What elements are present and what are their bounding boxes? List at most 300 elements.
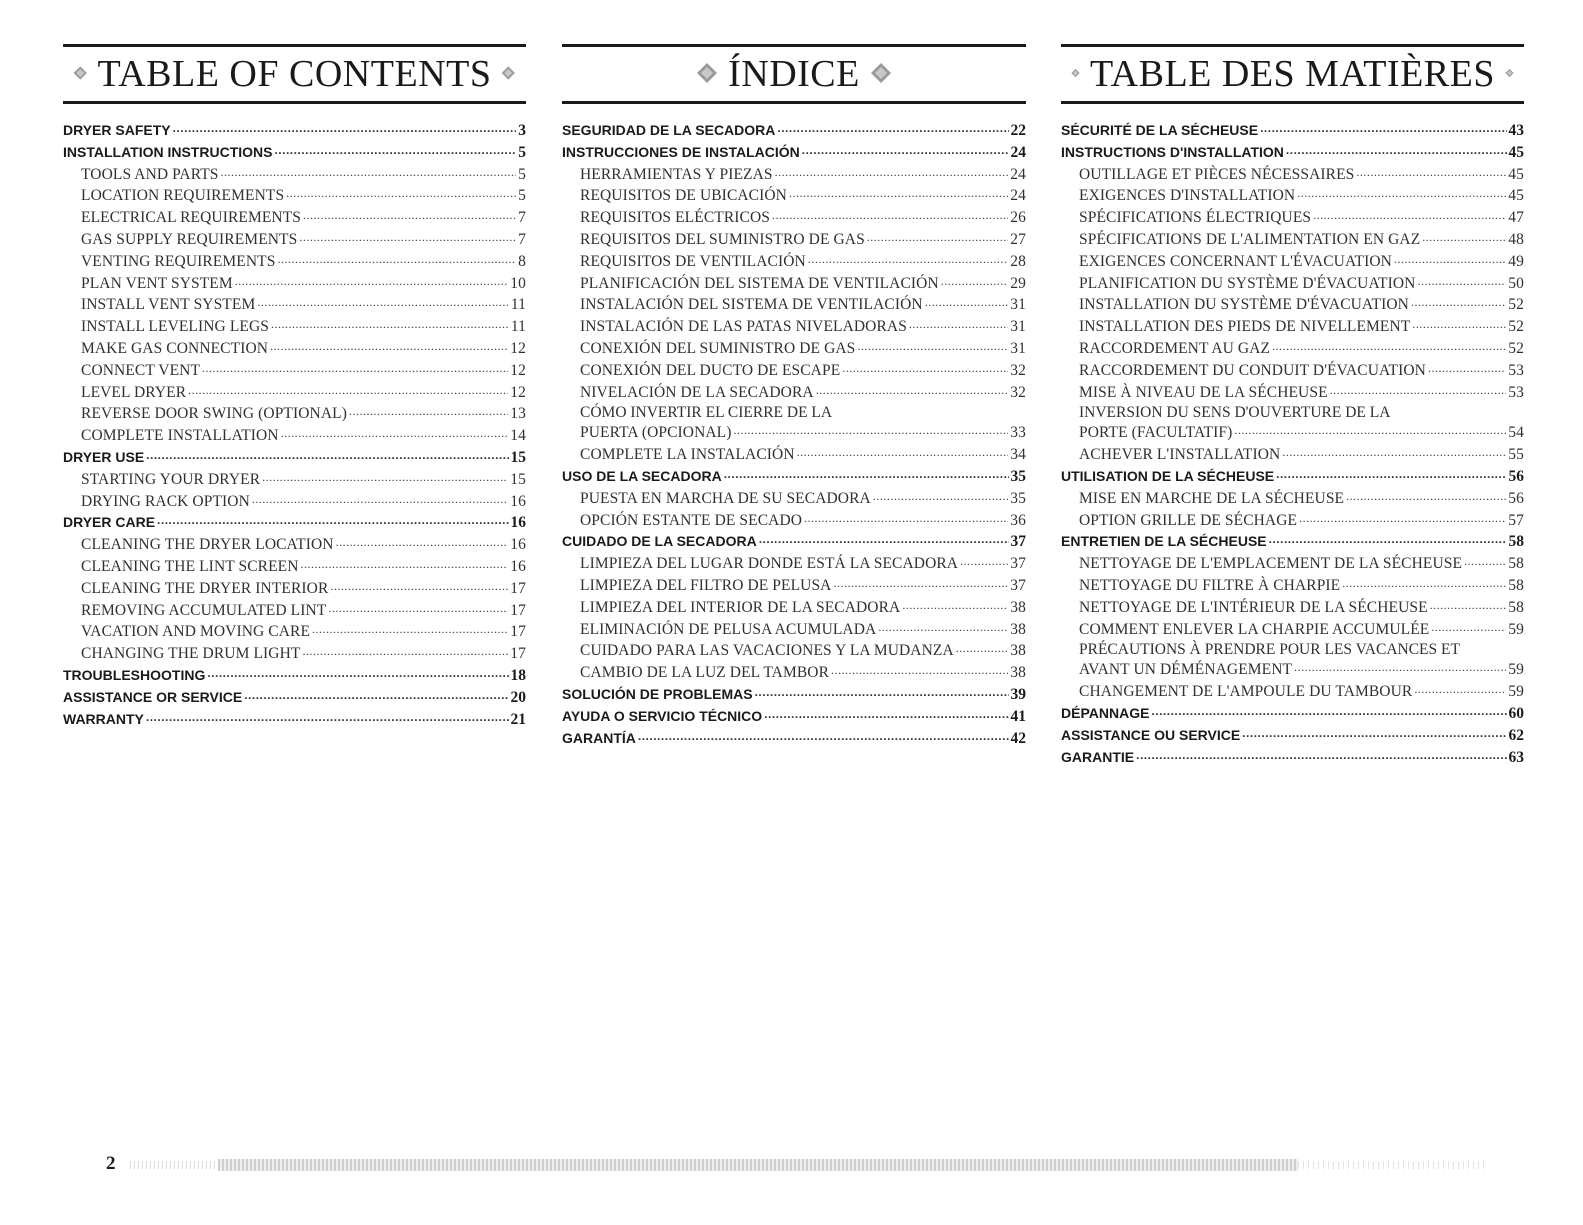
toc-page-number: 32 [1010,383,1026,401]
toc-entry-label: LIMPIEZA DEL FILTRO DE PELUSA [580,576,832,594]
toc-page-number: 16 [510,514,526,532]
dot-leader [257,294,509,314]
toc-entry-label: WARRANTY [63,710,144,727]
toc-page-number: 34 [1010,446,1026,464]
toc-entry-label: LIMPIEZA DEL LUGAR DONDE ESTÁ LA SECADORA [580,555,959,573]
toc-entry-label: SPÉCIFICATIONS DE L'ALIMENTATION EN GAZ [1079,230,1421,248]
toc-entry-label: ACHEVER L'INSTALLATION [1079,446,1281,464]
toc-entry-label: ELECTRICAL REQUIREMENTS [81,209,302,227]
toc-subsection-entry[interactable] [63,403,526,425]
toc-subsection-entry[interactable] [63,316,526,338]
toc-page-number: 38 [1010,598,1026,616]
toc-entry-label: RACCORDEMENT DU CONDUIT D'ÉVACUATION [1079,361,1426,379]
toc-entry-label: AYUDA O SERVICIO TÉCNICO [562,707,763,724]
toc-page-number: 11 [510,296,526,314]
footer-band [218,1159,1298,1171]
dot-leader [312,621,508,641]
toc-subsection-entry[interactable] [562,207,1026,229]
toc-entry-label: AVANT UN DÉMÉNAGEMENT [1079,661,1293,679]
toc-section-entry[interactable] [63,142,526,164]
toc-list [562,120,1026,749]
toc-entry-label: CLEANING THE LINT SCREEN [81,557,299,575]
toc-page-number: 60 [1508,704,1524,722]
dot-leader [941,273,1009,293]
dot-leader [244,687,508,707]
toc-page-number: 55 [1508,446,1524,464]
toc-page-number: 33 [1010,424,1026,442]
dot-leader [1294,659,1506,679]
toc-page-number: 17 [510,601,526,619]
toc-entry-label: PUESTA EN MARCHA DE SU SECADORA [580,489,871,507]
toc-page-number: 56 [1508,467,1524,485]
dot-leader [252,491,508,511]
dot-leader [1464,553,1506,573]
dot-leader [1276,466,1506,486]
toc-page-number: 27 [1010,230,1026,248]
dot-leader [303,207,516,227]
dot-leader [328,600,508,620]
dot-leader [1234,422,1506,442]
toc-entry-label: TROUBLESHOOTING [63,666,206,683]
toc-subsection-entry[interactable] [1061,575,1524,597]
toc-subsection-entry[interactable] [1061,164,1524,186]
toc-entry-label: GAS SUPPLY REQUIREMENTS [81,230,298,248]
toc-page-number: 58 [1508,576,1524,594]
toc-page-number: 38 [1010,664,1026,682]
dot-leader [833,575,1008,595]
toc-entry-label: CHANGEMENT DE L'AMPOULE DU TAMBOUR [1079,683,1413,701]
dot-leader [336,534,509,554]
toc-page-number: 63 [1508,748,1524,766]
toc-subsection-entry[interactable] [63,491,526,513]
toc-entry-label: CUIDADO DE LA SECADORA [562,533,757,550]
toc-page-number: 17 [510,623,526,641]
toc-entry-label: INSTALL VENT SYSTEM [81,296,256,314]
toc-page-number: 45 [1508,165,1524,183]
dot-leader [221,164,517,184]
dot-leader [831,662,1008,682]
dot-leader [286,185,516,205]
toc-list [1061,120,1524,768]
toc-subsection-entry[interactable] [562,662,1026,684]
toc-column-spanish [562,44,1026,749]
toc-section-entry[interactable] [63,665,526,687]
toc-subsection-entry[interactable] [1061,316,1524,338]
toc-entry-label: RACCORDEMENT AU GAZ [1079,339,1271,357]
dot-leader [734,422,1009,442]
toc-subsection-entry[interactable] [562,251,1026,273]
dot-leader [1342,575,1506,595]
dot-leader [262,469,508,489]
toc-column-french [1061,44,1524,768]
toc-section-entry[interactable] [1061,466,1524,488]
toc-page-number: 35 [1010,489,1026,507]
toc-entry-label: CONEXIÓN DEL SUMINISTRO DE GAS [580,339,856,357]
diamond-icon [870,62,892,84]
toc-subsection-entry[interactable] [562,273,1026,295]
dot-leader [173,120,517,140]
toc-entry-label: NETTOYAGE DE L'INTÉRIEUR DE LA SÉCHEUSE [1079,598,1428,616]
toc-entry-label: GARANTÍA [562,729,636,746]
toc-page-number: 5 [518,165,526,183]
toc-entry-label: INSTALACIÓN DE LAS PATAS NIVELADORAS [580,318,907,336]
toc-page-number: 58 [1508,533,1524,551]
toc-page-number: 17 [510,579,526,597]
toc-entry-label: DRYER CARE [63,514,156,531]
section-heading [562,44,1026,104]
section-heading [1061,44,1524,104]
dot-leader [1242,725,1506,745]
toc-page-number: 12 [510,361,526,379]
dot-leader [1414,681,1506,701]
dot-leader [1272,338,1506,358]
toc-subsection-entry[interactable] [562,597,1026,619]
toc-entry-label: REMOVING ACCUMULATED LINT [81,601,327,619]
toc-entry-label: PORTE (FACULTATIF) [1079,424,1233,442]
toc-page-number: 52 [1508,339,1524,357]
toc-page-number: 58 [1508,598,1524,616]
toc-entry-label: REVERSE DOOR SWING (OPTIONAL) [81,405,347,423]
toc-subsection-entry[interactable] [63,469,526,491]
toc-subsection-entry[interactable] [63,578,526,600]
dot-leader [808,251,1008,271]
toc-subsection-entry[interactable] [63,185,526,207]
dot-leader [157,512,508,532]
toc-subsection-entry[interactable] [1061,659,1524,681]
diamond-icon [73,62,88,84]
toc-subsection-entry[interactable] [1061,510,1524,532]
dot-leader [724,466,1009,486]
toc-section-entry[interactable] [1061,120,1524,142]
toc-entry-label: STARTING YOUR DRYER [81,470,261,488]
toc-entry-label: GARANTIE [1061,748,1135,765]
toc-page-number: 57 [1508,511,1524,529]
dot-leader [902,597,1008,617]
toc-section-entry[interactable] [562,466,1026,488]
page-number: 2 [106,1153,116,1174]
dot-leader [1282,444,1506,464]
toc-subsection-entry[interactable] [1061,251,1524,273]
dot-leader [804,510,1008,530]
toc-subsection-entry[interactable] [1061,444,1524,466]
toc-page-number: 18 [510,666,526,684]
toc-section-entry[interactable] [1061,142,1524,164]
toc-subsection-entry[interactable] [562,164,1026,186]
toc-entry-label: NETTOYAGE DU FILTRE À CHARPIE [1079,576,1341,594]
toc-page-number: 14 [510,427,526,445]
dot-leader [299,229,516,249]
toc-subsection-entry[interactable] [63,251,526,273]
diamond-icon [696,62,718,84]
dot-leader [842,360,1008,380]
dot-leader [1136,747,1506,767]
toc-entry-label: REQUISITOS DEL SUMINISTRO DE GAS [580,230,865,248]
toc-subsection-entry[interactable] [562,488,1026,510]
toc-page-number: 7 [518,230,526,248]
toc-page-number: 7 [518,209,526,227]
toc-section-entry[interactable] [562,728,1026,750]
dot-leader [759,531,1009,551]
dot-leader [1411,294,1506,314]
toc-section-entry[interactable] [562,706,1026,728]
dot-leader [816,382,1009,402]
dot-leader [789,185,1008,205]
toc-subsection-entry[interactable] [562,382,1026,404]
toc-entry-label-line: INVERSION DU SENS D'OUVERTURE DE LA [1079,404,1391,422]
toc-section-entry[interactable] [562,142,1026,164]
toc-subsection-entry[interactable] [63,534,526,556]
toc-entry-label: SPÉCIFICATIONS ÉLECTRIQUES [1079,209,1312,227]
toc-page-number: 42 [1010,729,1026,747]
toc-entry-label: CLEANING THE DRYER INTERIOR [81,579,329,597]
dot-leader [857,338,1008,358]
toc-section-entry[interactable] [63,687,526,709]
toc-subsection-entry[interactable] [1061,422,1524,444]
toc-page-number: 43 [1508,122,1524,139]
dot-leader [802,142,1009,162]
toc-section-entry[interactable] [562,684,1026,706]
toc-subsection-entry[interactable] [562,338,1026,360]
toc-subsection-entry[interactable] [562,575,1026,597]
toc-entry-label: INSTALL LEVELING LEGS [81,318,269,336]
toc-subsection-entry[interactable] [562,553,1026,575]
toc-subsection-entry[interactable] [63,382,526,404]
toc-entry-label: COMPLETE INSTALLATION [81,427,279,445]
dot-leader [1417,273,1506,293]
dot-leader [188,382,508,402]
toc-entry-label: ELIMINACIÓN DE PELUSA ACUMULADA [580,620,877,638]
dot-leader [867,229,1009,249]
toc-entry-label: MISE EN MARCHE DE LA SÉCHEUSE [1079,489,1345,507]
dot-leader [909,316,1008,336]
toc-subsection-entry[interactable] [63,338,526,360]
toc-section-entry[interactable] [63,709,526,731]
toc-section-entry[interactable] [63,447,526,469]
toc-entry-label: SEGURIDAD DE LA SECADORA [562,122,776,138]
toc-page-number: 37 [1010,576,1026,594]
dot-leader [235,273,509,293]
dot-leader [1412,316,1506,336]
dot-leader [207,665,508,685]
toc-entry-label: NIVELACIÓN DE LA SECADORA [580,383,814,401]
toc-subsection-entry[interactable] [562,185,1026,207]
toc-entry-label: INSTALACIÓN DEL SISTEMA DE VENTILACIÓN [580,296,923,314]
toc-page-number: 47 [1508,209,1524,227]
toc-entry-label-line: CÓMO INVERTIR EL CIERRE DE LA [580,404,833,422]
toc-subsection-entry[interactable] [1061,294,1524,316]
toc-section-entry[interactable] [63,120,526,142]
toc-page-number: 59 [1508,661,1524,679]
toc-subsection-entry[interactable] [562,294,1026,316]
toc-subsection-entry[interactable] [1061,597,1524,619]
toc-page-number: 50 [1508,274,1524,292]
toc-page-number: 53 [1508,383,1524,401]
toc-entry-label: PLANIFICACIÓN DEL SISTEMA DE VENTILACIÓN [580,274,939,292]
toc-subsection-entry[interactable] [1061,382,1524,404]
dot-leader [281,425,509,445]
toc-entry-label: ASSISTANCE OU SERVICE [1061,726,1241,743]
dot-leader [764,706,1008,726]
toc-entry-label: HERRAMIENTAS Y PIEZAS [580,165,773,183]
toc-page-number: 45 [1508,187,1524,205]
toc-section-entry[interactable] [562,120,1026,142]
toc-subsection-entry[interactable] [1061,338,1524,360]
toc-page-number: 24 [1010,143,1026,161]
dot-leader [1297,185,1506,205]
dot-leader [302,643,508,663]
section-heading [63,44,526,104]
toc-page-number: 21 [510,710,526,728]
toc-subsection-entry[interactable] [1061,360,1524,382]
toc-entry-label: INSTRUCTIONS D'INSTALLATION [1061,143,1284,160]
diamond-icon [1505,62,1514,84]
toc-entry-label: DRYER SAFETY [63,122,171,138]
toc-page-number: 13 [510,405,526,423]
toc-page-number: 12 [510,339,526,357]
toc-page-number: 52 [1508,318,1524,336]
dot-leader [755,684,1009,704]
toc-page-number: 48 [1508,230,1524,248]
toc-entry-label: OUTILLAGE ET PIÈCES NÉCESSAIRES [1079,165,1355,183]
toc-subsection-entry[interactable] [562,422,1026,444]
toc-subsection-entry[interactable] [1061,681,1524,703]
dot-leader [1346,488,1506,508]
dot-leader [1394,251,1506,271]
toc-subsection-entry[interactable] [63,425,526,447]
toc-page-number: 20 [510,688,526,706]
toc-entry-label: SOLUCIÓN DE PROBLEMAS [562,685,753,702]
toc-subsection-entry[interactable] [1061,273,1524,295]
toc-page-number: 24 [1010,187,1026,205]
toc-page-number: 49 [1508,252,1524,270]
dot-leader [638,728,1009,748]
toc-entry-label: LIMPIEZA DEL INTERIOR DE LA SECADORA [580,598,901,616]
dot-leader [960,553,1008,573]
toc-subsection-entry[interactable] [63,643,526,665]
toc-page-number: 31 [1010,339,1026,357]
toc-entry-label: MISE À NIVEAU DE LA SÉCHEUSE [1079,383,1328,401]
toc-subsection-entry[interactable] [562,640,1026,662]
toc-page-number: 31 [1010,318,1026,336]
toc-page-number: 38 [1010,620,1026,638]
toc-subsection-entry[interactable] [63,621,526,643]
toc-page-number: 8 [518,252,526,270]
section-title: TABLE OF CONTENTS [97,53,492,95]
toc-subsection-entry[interactable] [63,207,526,229]
footer-decoration [130,1161,220,1169]
toc-page-number: 17 [510,645,526,663]
dot-leader [1428,360,1506,380]
toc-subsection-entry[interactable] [562,510,1026,532]
diamond-icon [501,62,516,84]
dot-leader [1260,120,1506,140]
toc-subsection-entry[interactable] [63,294,526,316]
toc-entry-label: CAMBIO DE LA LUZ DEL TAMBOR [580,664,830,682]
toc-entry-label: ENTRETIEN DE LA SÉCHEUSE [1061,533,1267,550]
toc-section-entry[interactable] [1061,703,1524,725]
dot-leader [271,316,509,336]
toc-subsection-entry[interactable] [562,316,1026,338]
toc-entry-label: USO DE LA SECADORA [562,467,722,484]
toc-subsection-entry[interactable] [1061,207,1524,229]
section-title: ÍNDICE [728,53,860,95]
toc-entry-label: DRYER USE [63,448,145,465]
toc-entry-label: TOOLS AND PARTS [81,165,219,183]
dot-leader [146,709,509,729]
toc-subsection-entry[interactable] [63,360,526,382]
toc-entry-label: COMMENT ENLEVER LA CHARPIE ACCUMULÉE [1079,620,1430,638]
toc-page-number: 28 [1010,252,1026,270]
dot-leader [1269,531,1507,551]
toc-page-number: 11 [510,318,526,336]
dot-leader [777,120,1008,140]
toc-column-english [63,44,526,730]
toc-entry-label: DRYING RACK OPTION [81,492,250,510]
toc-subsection-entry[interactable] [63,556,526,578]
toc-entry-label: INSTALLATION DES PIEDS DE NIVELLEMENT [1079,318,1411,336]
toc-entry-label: CHANGING THE DRUM LIGHT [81,645,301,663]
toc-subsection-entry[interactable] [562,444,1026,466]
dot-leader [1299,510,1506,530]
toc-entry-label: OPTION GRILLE DE SÉCHAGE [1079,511,1298,529]
toc-entry-label: EXIGENCES CONCERNANT L'ÉVACUATION [1079,252,1392,270]
dot-leader [202,360,508,380]
toc-subsection-entry[interactable] [1061,553,1524,575]
dot-leader [1330,382,1507,402]
toc-entry-label: REQUISITOS DE VENTILACIÓN [580,252,806,270]
toc-subsection-entry[interactable] [1061,619,1524,641]
toc-entry-label: CLEANING THE DRYER LOCATION [81,536,334,554]
toc-section-entry[interactable] [1061,725,1524,747]
toc-page-number: 59 [1508,620,1524,638]
toc-subsection-entry[interactable] [63,229,526,251]
toc-entry-label: UTILISATION DE LA SÉCHEUSE [1061,467,1275,484]
toc-subsection-entry[interactable] [63,600,526,622]
toc-subsection-entry[interactable] [63,273,526,295]
dot-leader [1356,164,1506,184]
toc-page-number: 56 [1508,489,1524,507]
dot-leader [1151,703,1506,723]
toc-subsection-entry[interactable] [63,164,526,186]
toc-entry-label: REQUISITOS DE UBICACIÓN [580,187,787,205]
toc-page-number: 22 [1010,122,1026,139]
toc-section-entry[interactable] [1061,531,1524,553]
toc-section-entry[interactable] [562,531,1026,553]
toc-page-number: 5 [518,143,526,161]
toc-subsection-entry[interactable] [1061,185,1524,207]
toc-subsection-entry[interactable] [562,229,1026,251]
toc-subsection-entry[interactable] [1061,488,1524,510]
toc-section-entry[interactable] [63,512,526,534]
section-title: TABLE DES MATIÈRES [1090,53,1495,95]
toc-entry-label: VACATION AND MOVING CARE [81,623,311,641]
toc-page-number: 53 [1508,361,1524,379]
toc-page-number: 52 [1508,296,1524,314]
toc-page-number: 16 [510,536,526,554]
dot-leader [1286,142,1507,162]
toc-entry-label: PLANIFICATION DU SYSTÈME D'ÉVACUATION [1079,274,1416,292]
toc-page-number: 3 [518,122,526,139]
toc-subsection-entry[interactable] [562,360,1026,382]
dot-leader [1422,229,1506,249]
toc-section-entry[interactable] [1061,747,1524,769]
toc-page-number: 39 [1010,685,1026,703]
toc-page-number: 15 [510,470,526,488]
toc-subsection-entry[interactable] [1061,229,1524,251]
toc-page-number: 16 [510,557,526,575]
toc-page-number: 16 [510,492,526,510]
toc-subsection-entry[interactable] [562,619,1026,641]
